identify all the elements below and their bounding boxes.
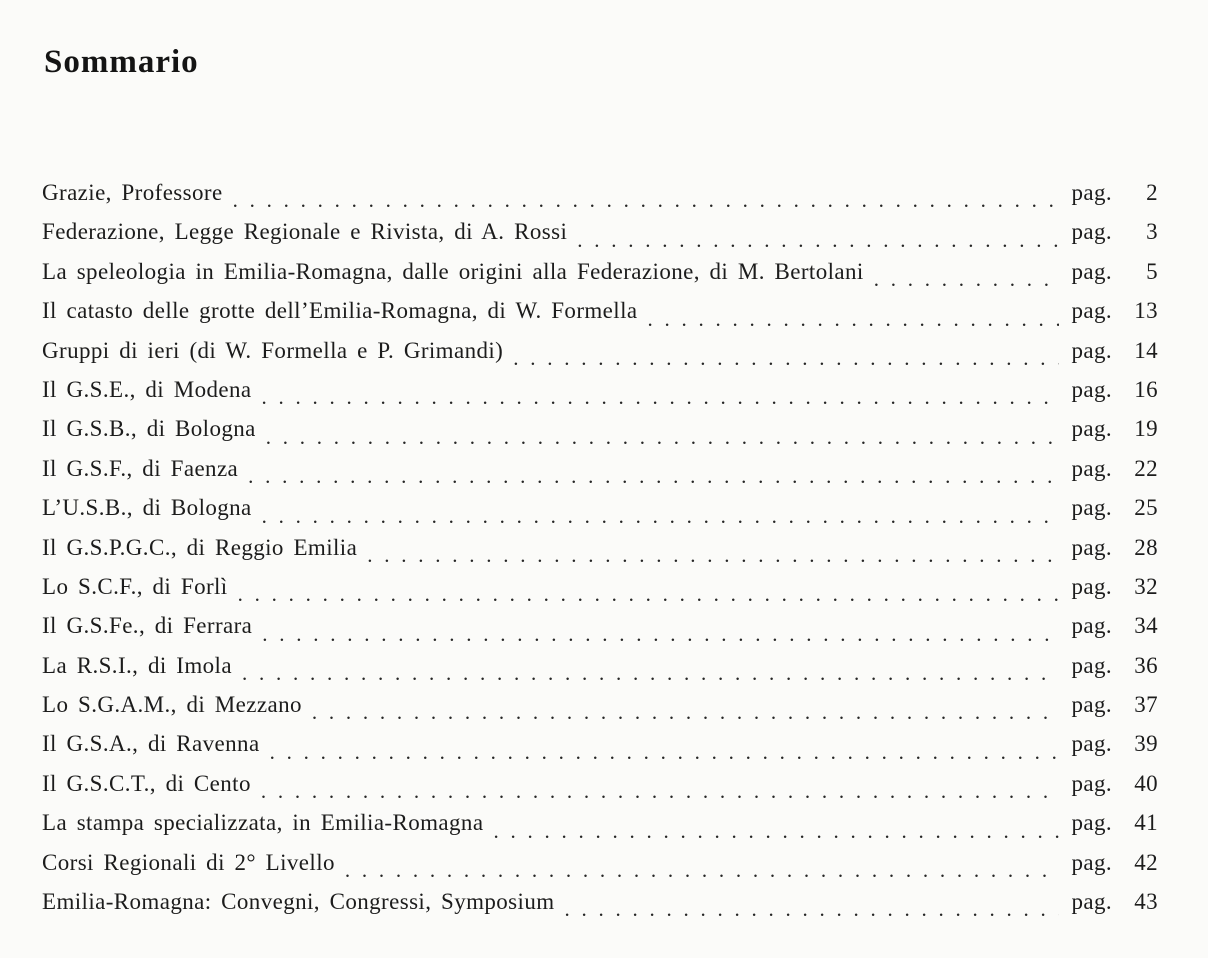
page-number: 16	[1134, 376, 1158, 402]
toc-entry-title: Grazie, Professore	[42, 180, 223, 205]
toc-entry-title: La R.S.I., di Imola	[42, 652, 232, 678]
toc-entry-title: La stampa specializzata, in Emilia-Romagna	[42, 810, 484, 836]
toc-entry-title: Lo S.C.F., di Forlì	[42, 573, 228, 599]
dot-leader	[345, 850, 1060, 889]
toc-entry	[42, 850, 1158, 889]
page-number: 41	[1134, 810, 1158, 836]
toc-entry-title: Il G.S.F., di Faenza	[42, 455, 239, 481]
page-number: 22	[1134, 455, 1158, 481]
toc-entry	[42, 416, 1158, 455]
dot-leader	[262, 495, 1060, 534]
pag-label: pag.	[1071, 573, 1112, 599]
toc-entry	[42, 495, 1158, 534]
toc-entry-title: Il catasto delle grotte dell’Emilia-Romagna, di W. Formella	[42, 298, 638, 324]
toc-entry	[42, 535, 1158, 574]
pag-label: pag.	[1071, 298, 1112, 324]
toc-entry-title: L’U.S.B., di Bologna	[42, 495, 252, 521]
dot-leader	[262, 613, 1059, 652]
page-number: 43	[1134, 889, 1158, 915]
toc-entry-title: Corsi Regionali di 2° Livello	[42, 849, 335, 875]
toc-entry	[42, 377, 1158, 416]
dot-leader	[565, 889, 1060, 928]
toc-entry-title: Federazione, Legge Regionale e Rivista, di A. Rossi	[42, 219, 568, 245]
page-number: 25	[1134, 495, 1158, 521]
toc-entry	[42, 613, 1158, 652]
toc-entry	[42, 180, 1158, 219]
pag-label: pag.	[1071, 534, 1112, 560]
page-number: 34	[1134, 613, 1158, 639]
pag-label: pag.	[1071, 613, 1112, 639]
toc-entry	[42, 298, 1158, 337]
dot-leader	[238, 574, 1060, 613]
toc-entry-title: Il G.S.P.G.C., di Reggio Emilia	[42, 534, 358, 560]
dot-leader	[647, 298, 1059, 337]
pag-label: pag.	[1071, 889, 1112, 915]
page-number: 39	[1134, 731, 1158, 757]
dot-leader	[577, 219, 1059, 258]
toc-entry	[42, 810, 1158, 849]
toc-entry-title: Emilia-Romagna: Convegni, Congressi, Symposium	[42, 889, 555, 915]
toc-entry	[42, 653, 1158, 692]
dot-leader	[874, 259, 1060, 298]
pag-label: pag.	[1071, 495, 1112, 521]
dot-leader	[367, 535, 1059, 574]
toc-entry-title: Il G.S.E., di Modena	[42, 376, 252, 402]
toc-entry-title: Gruppi di ieri (di W. Formella e P. Grimandi)	[42, 337, 504, 363]
page-title: Sommario	[44, 44, 199, 81]
toc-entry-title: Il G.S.A., di Ravenna	[42, 731, 260, 757]
page-number: 19	[1134, 416, 1158, 442]
toc-entry	[42, 219, 1158, 258]
dot-leader	[266, 416, 1060, 455]
page-number: 40	[1134, 770, 1158, 796]
page-number: 3	[1146, 219, 1158, 245]
pag-label: pag.	[1071, 849, 1112, 875]
toc-entry-title: Lo S.G.A.M., di Mezzano	[42, 692, 302, 718]
toc-entry	[42, 456, 1158, 495]
page-number: 5	[1146, 258, 1158, 284]
pag-label: pag.	[1071, 731, 1112, 757]
page-number: 42	[1134, 849, 1158, 875]
pag-label: pag.	[1071, 770, 1112, 796]
toc-entry	[42, 889, 1158, 928]
pag-label: pag.	[1071, 180, 1112, 205]
pag-label: pag.	[1071, 258, 1112, 284]
pag-label: pag.	[1071, 455, 1112, 481]
dot-leader	[270, 731, 1060, 770]
dot-leader	[242, 653, 1060, 692]
dot-leader	[312, 692, 1060, 731]
page-number: 2	[1146, 180, 1158, 205]
pag-label: pag.	[1071, 416, 1112, 442]
dot-leader	[233, 180, 1060, 219]
toc-entry-title: Il G.S.Fe., di Ferrara	[42, 613, 253, 639]
page-number: 32	[1134, 573, 1158, 599]
toc-entry	[42, 771, 1158, 810]
table-of-contents	[42, 180, 1158, 928]
pag-label: pag.	[1071, 692, 1112, 718]
toc-entry	[42, 574, 1158, 613]
page-number: 37	[1134, 692, 1158, 718]
dot-leader	[261, 771, 1060, 810]
page-number: 13	[1134, 298, 1158, 324]
toc-entry	[42, 338, 1158, 377]
dot-leader	[248, 456, 1059, 495]
toc-entry	[42, 731, 1158, 770]
toc-entry-title: Il G.S.B., di Bologna	[42, 416, 256, 442]
toc-entry	[42, 692, 1158, 731]
page-number: 28	[1134, 534, 1158, 560]
toc-entry	[42, 259, 1158, 298]
pag-label: pag.	[1071, 376, 1112, 402]
pag-label: pag.	[1071, 337, 1112, 363]
page-number: 36	[1134, 652, 1158, 678]
dot-leader	[262, 377, 1060, 416]
dot-leader	[513, 338, 1059, 377]
toc-entry-title: La speleologia in Emilia-Romagna, dalle origini alla Federazione, di M. Bertolani	[42, 258, 864, 284]
dot-leader	[493, 810, 1059, 849]
pag-label: pag.	[1071, 810, 1112, 836]
pag-label: pag.	[1071, 219, 1112, 245]
page-number: 14	[1134, 337, 1158, 363]
toc-entry-title: Il G.S.C.T., di Cento	[42, 770, 251, 796]
pag-label: pag.	[1071, 652, 1112, 678]
